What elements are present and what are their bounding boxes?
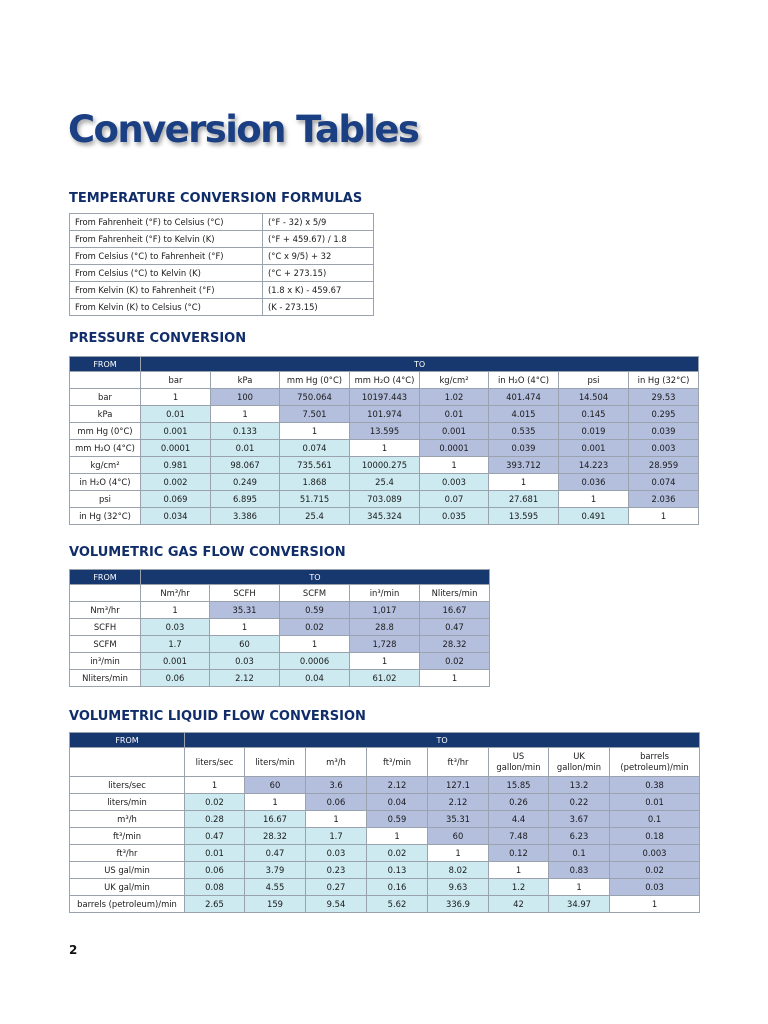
table-row <box>70 811 700 828</box>
corner-cell <box>70 585 141 602</box>
value-cell: 14.504 <box>559 389 629 406</box>
value-cell: 0.22 <box>549 794 610 811</box>
column-header: in Hg (32°C) <box>629 372 699 389</box>
value-cell: 1 <box>489 474 559 491</box>
value-cell: 4.015 <box>489 406 559 423</box>
column-header: UK gallon/min <box>549 748 610 777</box>
column-header: kg/cm² <box>420 372 489 389</box>
to-header: TO <box>141 357 699 372</box>
value-cell: 0.02 <box>367 845 428 862</box>
value-cell: 0.535 <box>489 423 559 440</box>
value-cell: 25.4 <box>280 508 350 525</box>
value-cell: 60 <box>210 636 280 653</box>
value-cell: 1.2 <box>489 879 549 896</box>
value-cell: 1 <box>610 896 700 913</box>
value-cell: 13.2 <box>549 777 610 794</box>
value-cell: 750.064 <box>280 389 350 406</box>
table-row <box>70 862 700 879</box>
value-cell: 0.01 <box>420 406 489 423</box>
value-cell: 0.06 <box>306 794 367 811</box>
table-row <box>70 389 699 406</box>
value-cell: 7.48 <box>489 828 549 845</box>
value-cell: 1,728 <box>350 636 420 653</box>
corner-cell <box>70 748 185 777</box>
value-cell: 0.01 <box>211 440 280 457</box>
value-cell: 5.62 <box>367 896 428 913</box>
value-cell: 0.13 <box>367 862 428 879</box>
table-row <box>70 845 700 862</box>
value-cell: 0.069 <box>141 491 211 508</box>
table-row <box>70 406 699 423</box>
value-cell: 1 <box>428 845 489 862</box>
table-row <box>70 508 699 525</box>
value-cell: 3.6 <box>306 777 367 794</box>
value-cell: 0.08 <box>185 879 245 896</box>
value-cell: 0.249 <box>211 474 280 491</box>
value-cell: 4.4 <box>489 811 549 828</box>
value-cell: 8.02 <box>428 862 489 879</box>
value-cell: 60 <box>245 777 306 794</box>
column-header: Nliters/min <box>420 585 490 602</box>
column-header: SCFM <box>280 585 350 602</box>
value-cell: 2.65 <box>185 896 245 913</box>
value-cell: 127.1 <box>428 777 489 794</box>
value-cell: 1 <box>141 602 210 619</box>
column-header: in³/min <box>350 585 420 602</box>
column-header: SCFH <box>210 585 280 602</box>
value-cell: 28.8 <box>350 619 420 636</box>
column-header: m³/h <box>306 748 367 777</box>
formula-label: From Fahrenheit (°F) to Celsius (°C) <box>70 214 263 231</box>
liquid-flow-table <box>69 732 700 913</box>
formula-value: (°C + 273.15) <box>263 265 374 282</box>
row-label: kg/cm² <box>70 457 141 474</box>
value-cell: 0.03 <box>610 879 700 896</box>
formula-label: From Kelvin (K) to Fahrenheit (°F) <box>70 282 263 299</box>
row-label: US gal/min <box>70 862 185 879</box>
value-cell: 16.67 <box>245 811 306 828</box>
header-band <box>70 570 490 585</box>
value-cell: 4.55 <box>245 879 306 896</box>
table-row <box>70 879 700 896</box>
value-cell: 60 <box>428 828 489 845</box>
row-label: mm H₂O (4°C) <box>70 440 141 457</box>
row-label: in³/min <box>70 653 141 670</box>
value-cell: 1 <box>280 636 350 653</box>
value-cell: 0.06 <box>141 670 210 687</box>
value-cell: 0.001 <box>559 440 629 457</box>
column-header: in H₂O (4°C) <box>489 372 559 389</box>
column-header: psi <box>559 372 629 389</box>
value-cell: 0.04 <box>367 794 428 811</box>
value-cell: 0.1 <box>610 811 700 828</box>
value-cell: 345.324 <box>350 508 420 525</box>
table-row <box>70 440 699 457</box>
table-row <box>70 282 374 299</box>
pressure-heading: PRESSURE CONVERSION <box>69 331 247 346</box>
value-cell: 98.067 <box>211 457 280 474</box>
table-row <box>70 265 374 282</box>
value-cell: 13.595 <box>350 423 420 440</box>
value-cell: 1 <box>245 794 306 811</box>
value-cell: 1,017 <box>350 602 420 619</box>
value-cell: 0.981 <box>141 457 211 474</box>
value-cell: 2.036 <box>629 491 699 508</box>
column-header: mm Hg (0°C) <box>280 372 350 389</box>
value-cell: 0.491 <box>559 508 629 525</box>
value-cell: 14.223 <box>559 457 629 474</box>
formula-value: (K - 273.15) <box>263 299 374 316</box>
formula-value: (1.8 x K) - 459.67 <box>263 282 374 299</box>
page-number: 2 <box>69 943 78 957</box>
value-cell: 16.67 <box>420 602 490 619</box>
value-cell: 28.32 <box>420 636 490 653</box>
table-row <box>70 653 490 670</box>
header-band <box>70 733 700 748</box>
row-label: liters/sec <box>70 777 185 794</box>
value-cell: 10000.275 <box>350 457 420 474</box>
value-cell: 2.12 <box>428 794 489 811</box>
value-cell: 0.01 <box>185 845 245 862</box>
value-cell: 0.034 <box>141 508 211 525</box>
value-cell: 0.27 <box>306 879 367 896</box>
value-cell: 0.019 <box>559 423 629 440</box>
value-cell: 1 <box>420 670 490 687</box>
column-header: barrels (petroleum)/min <box>610 748 700 777</box>
value-cell: 0.04 <box>280 670 350 687</box>
value-cell: 6.23 <box>549 828 610 845</box>
formula-value: (°F - 32) x 5/9 <box>263 214 374 231</box>
from-header: FROM <box>70 733 185 748</box>
page-title: Conversion Tables <box>68 108 419 151</box>
row-label: Nm³/hr <box>70 602 141 619</box>
value-cell: 0.02 <box>185 794 245 811</box>
value-cell: 159 <box>245 896 306 913</box>
value-cell: 1 <box>210 619 280 636</box>
table-row <box>70 491 699 508</box>
column-header-row <box>70 585 490 602</box>
table-row <box>70 636 490 653</box>
column-header: ft³/hr <box>428 748 489 777</box>
table-row <box>70 474 699 491</box>
formula-label: From Celsius (°C) to Fahrenheit (°F) <box>70 248 263 265</box>
table-row <box>70 299 374 316</box>
table-row <box>70 248 374 265</box>
value-cell: 25.4 <box>350 474 420 491</box>
column-header: US gallon/min <box>489 748 549 777</box>
value-cell: 6.895 <box>211 491 280 508</box>
value-cell: 0.074 <box>629 474 699 491</box>
to-header: TO <box>141 570 490 585</box>
formula-label: From Fahrenheit (°F) to Kelvin (K) <box>70 231 263 248</box>
value-cell: 0.01 <box>141 406 211 423</box>
value-cell: 0.02 <box>280 619 350 636</box>
value-cell: 1 <box>549 879 610 896</box>
value-cell: 1 <box>280 423 350 440</box>
value-cell: 3.79 <box>245 862 306 879</box>
pressure-table <box>69 356 699 525</box>
value-cell: 0.28 <box>185 811 245 828</box>
value-cell: 0.16 <box>367 879 428 896</box>
value-cell: 3.386 <box>211 508 280 525</box>
value-cell: 28.32 <box>245 828 306 845</box>
value-cell: 0.0001 <box>141 440 211 457</box>
row-label: ft³/min <box>70 828 185 845</box>
value-cell: 1.868 <box>280 474 350 491</box>
column-header: liters/min <box>245 748 306 777</box>
column-header: bar <box>141 372 211 389</box>
table-row <box>70 423 699 440</box>
column-header-row <box>70 748 700 777</box>
value-cell: 393.712 <box>489 457 559 474</box>
gas-flow-heading: VOLUMETRIC GAS FLOW CONVERSION <box>69 545 346 560</box>
value-cell: 0.12 <box>489 845 549 862</box>
table-row <box>70 602 490 619</box>
value-cell: 0.26 <box>489 794 549 811</box>
table-row <box>70 670 490 687</box>
value-cell: 0.59 <box>367 811 428 828</box>
value-cell: 0.59 <box>280 602 350 619</box>
table-row <box>70 619 490 636</box>
value-cell: 0.02 <box>420 653 490 670</box>
value-cell: 0.06 <box>185 862 245 879</box>
row-label: SCFH <box>70 619 141 636</box>
value-cell: 0.38 <box>610 777 700 794</box>
column-header: kPa <box>211 372 280 389</box>
value-cell: 0.83 <box>549 862 610 879</box>
value-cell: 1 <box>367 828 428 845</box>
value-cell: 0.001 <box>420 423 489 440</box>
corner-cell <box>70 372 141 389</box>
value-cell: 1 <box>559 491 629 508</box>
value-cell: 703.089 <box>350 491 420 508</box>
value-cell: 29.53 <box>629 389 699 406</box>
formula-value: (°F + 459.67) / 1.8 <box>263 231 374 248</box>
value-cell: 28.959 <box>629 457 699 474</box>
formula-value: (°C x 9/5) + 32 <box>263 248 374 265</box>
value-cell: 0.0006 <box>280 653 350 670</box>
value-cell: 1 <box>185 777 245 794</box>
row-label: SCFM <box>70 636 141 653</box>
table-row <box>70 231 374 248</box>
table-row <box>70 896 700 913</box>
formula-label: From Celsius (°C) to Kelvin (K) <box>70 265 263 282</box>
value-cell: 42 <box>489 896 549 913</box>
row-label: UK gal/min <box>70 879 185 896</box>
from-header: FROM <box>70 570 141 585</box>
value-cell: 0.47 <box>420 619 490 636</box>
value-cell: 1 <box>350 653 420 670</box>
value-cell: 0.47 <box>185 828 245 845</box>
value-cell: 61.02 <box>350 670 420 687</box>
value-cell: 0.002 <box>141 474 211 491</box>
value-cell: 1 <box>306 811 367 828</box>
table-row <box>70 828 700 845</box>
value-cell: 0.003 <box>629 440 699 457</box>
column-header-row <box>70 372 699 389</box>
value-cell: 35.31 <box>428 811 489 828</box>
value-cell: 0.035 <box>420 508 489 525</box>
value-cell: 0.039 <box>489 440 559 457</box>
row-label: psi <box>70 491 141 508</box>
table-row <box>70 214 374 231</box>
column-header: mm H₂O (4°C) <box>350 372 420 389</box>
value-cell: 0.02 <box>610 862 700 879</box>
value-cell: 9.54 <box>306 896 367 913</box>
value-cell: 0.074 <box>280 440 350 457</box>
formula-label: From Kelvin (K) to Celsius (°C) <box>70 299 263 316</box>
column-header: ft³/min <box>367 748 428 777</box>
value-cell: 1.02 <box>420 389 489 406</box>
value-cell: 100 <box>211 389 280 406</box>
value-cell: 13.595 <box>489 508 559 525</box>
value-cell: 401.474 <box>489 389 559 406</box>
value-cell: 0.47 <box>245 845 306 862</box>
value-cell: 0.03 <box>306 845 367 862</box>
value-cell: 0.03 <box>141 619 210 636</box>
value-cell: 1 <box>420 457 489 474</box>
value-cell: 1 <box>489 862 549 879</box>
value-cell: 1 <box>350 440 420 457</box>
column-header: Nm³/hr <box>141 585 210 602</box>
value-cell: 0.295 <box>629 406 699 423</box>
value-cell: 7.501 <box>280 406 350 423</box>
table-row <box>70 457 699 474</box>
row-label: bar <box>70 389 141 406</box>
value-cell: 27.681 <box>489 491 559 508</box>
from-header: FROM <box>70 357 141 372</box>
value-cell: 0.039 <box>629 423 699 440</box>
value-cell: 51.715 <box>280 491 350 508</box>
row-label: Nliters/min <box>70 670 141 687</box>
value-cell: 10197.443 <box>350 389 420 406</box>
value-cell: 34.97 <box>549 896 610 913</box>
value-cell: 0.07 <box>420 491 489 508</box>
value-cell: 2.12 <box>367 777 428 794</box>
value-cell: 0.001 <box>141 653 210 670</box>
value-cell: 1.7 <box>306 828 367 845</box>
row-label: in Hg (32°C) <box>70 508 141 525</box>
row-label: barrels (petroleum)/min <box>70 896 185 913</box>
value-cell: 0.1 <box>549 845 610 862</box>
value-cell: 35.31 <box>210 602 280 619</box>
value-cell: 0.133 <box>211 423 280 440</box>
value-cell: 0.0001 <box>420 440 489 457</box>
value-cell: 0.01 <box>610 794 700 811</box>
table-row <box>70 794 700 811</box>
value-cell: 735.561 <box>280 457 350 474</box>
row-label: in H₂O (4°C) <box>70 474 141 491</box>
header-band <box>70 357 699 372</box>
temperature-heading: TEMPERATURE CONVERSION FORMULAS <box>69 191 363 206</box>
row-label: liters/min <box>70 794 185 811</box>
value-cell: 3.67 <box>549 811 610 828</box>
value-cell: 1 <box>629 508 699 525</box>
value-cell: 9.63 <box>428 879 489 896</box>
row-label: ft³/hr <box>70 845 185 862</box>
value-cell: 1.7 <box>141 636 210 653</box>
value-cell: 336.9 <box>428 896 489 913</box>
value-cell: 15.85 <box>489 777 549 794</box>
value-cell: 0.145 <box>559 406 629 423</box>
column-header: liters/sec <box>185 748 245 777</box>
value-cell: 0.03 <box>210 653 280 670</box>
value-cell: 0.18 <box>610 828 700 845</box>
table-row <box>70 777 700 794</box>
value-cell: 2.12 <box>210 670 280 687</box>
to-header: TO <box>185 733 700 748</box>
value-cell: 0.036 <box>559 474 629 491</box>
value-cell: 0.23 <box>306 862 367 879</box>
value-cell: 0.003 <box>610 845 700 862</box>
gas-flow-table <box>69 569 490 687</box>
liquid-flow-heading: VOLUMETRIC LIQUID FLOW CONVERSION <box>69 709 366 724</box>
row-label: m³/h <box>70 811 185 828</box>
value-cell: 0.003 <box>420 474 489 491</box>
value-cell: 1 <box>141 389 211 406</box>
temperature-table <box>69 213 374 316</box>
value-cell: 0.001 <box>141 423 211 440</box>
row-label: mm Hg (0°C) <box>70 423 141 440</box>
row-label: kPa <box>70 406 141 423</box>
value-cell: 101.974 <box>350 406 420 423</box>
value-cell: 1 <box>211 406 280 423</box>
